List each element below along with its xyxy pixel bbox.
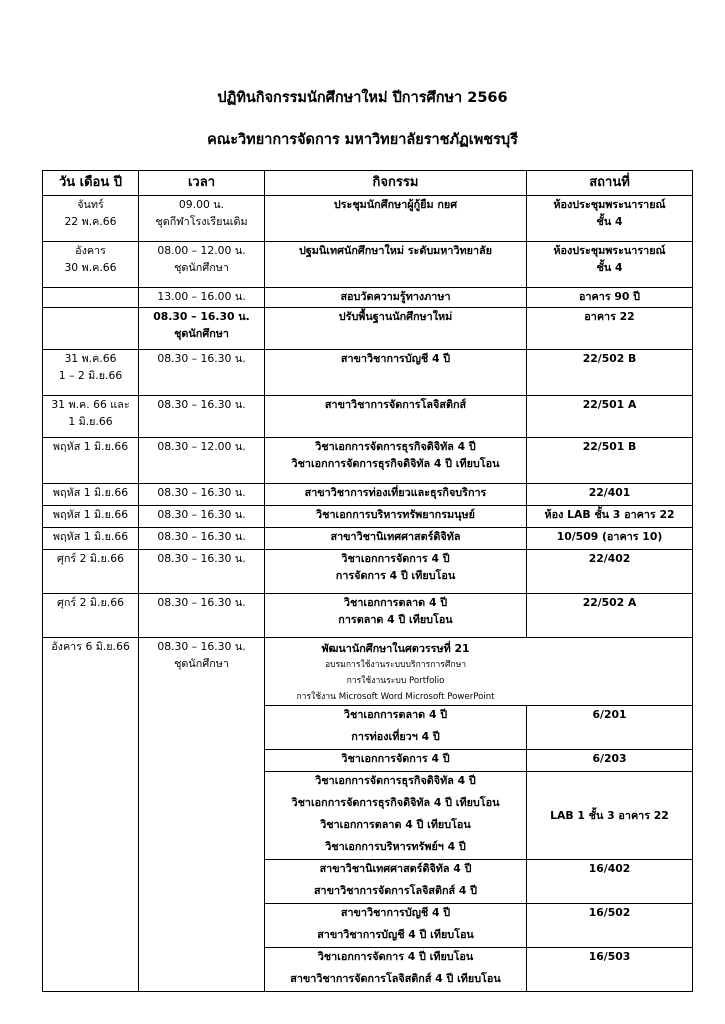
place-cell-line: ห้องประชุมพระนารายณ์ [553, 244, 666, 257]
place-cell [527, 288, 693, 308]
activity-cell-line: สาขาวิชาการบัญชี 4 ปี [340, 352, 451, 365]
place-cell [527, 396, 693, 438]
activity-cell-line: การท่องเที่ยวฯ 4 ปี [351, 729, 440, 743]
time-cell-line: 08.30 – 16.30 น. [157, 398, 246, 411]
table-row [43, 350, 693, 396]
place-cell [527, 750, 693, 772]
activity-cell [265, 288, 527, 308]
date-cell [43, 594, 139, 638]
activity-cell [265, 926, 527, 948]
activity-cell [265, 528, 527, 550]
activity-cell-line: วิชาเอกการจัดการ 4 ปี [341, 752, 450, 765]
activity-cell [265, 706, 527, 728]
date-cell-line: พฤหัส 1 มิ.ย.66 [52, 440, 129, 453]
table-row [43, 550, 693, 594]
date-cell-line: ศุกร์ 2 มิ.ย.66 [57, 552, 124, 565]
intro-line: การใช้งาน Microsoft Word Microsoft PowerPoint [296, 692, 495, 702]
activity-cell [265, 794, 527, 816]
place-cell [527, 196, 693, 242]
activity-cell [265, 860, 527, 882]
date-cell [43, 242, 139, 288]
activity-cell [265, 550, 527, 594]
date-cell-line: อังคาร [75, 244, 106, 257]
place-cell-line: 16/503 [588, 950, 631, 963]
place-cell-line: อาคาร 90 ปี [578, 290, 641, 303]
activity-cell-line: วิชาเอกการตลาด 4 ปี [343, 596, 448, 609]
time-cell-line: ชุดนักศึกษา [174, 327, 229, 340]
date-cell [43, 550, 139, 594]
table-row [43, 308, 693, 350]
table-row [43, 242, 693, 288]
place-cell [527, 550, 693, 594]
time-cell [139, 396, 265, 438]
place-cell-line: 22/402 [588, 552, 631, 565]
date-cell [43, 438, 139, 484]
activity-cell-line: วิชาเอกการจัดการธุรกิจดิจิทัล 4 ปี [315, 774, 476, 787]
time-cell-line: 08.30 – 16.30 น. [157, 552, 246, 565]
place-cell [527, 948, 693, 992]
activity-cell-line: สาขาวิชาการท่องเที่ยวและธุรกิจบริการ [304, 486, 487, 499]
date-cell [43, 396, 139, 438]
page-subtitle: คณะวิทยาการจัดการ มหาวิทยาลัยราชภัฏเพชรบุรี [207, 132, 518, 148]
date-cell [43, 506, 139, 528]
time-cell [139, 288, 265, 308]
activity-cell-line: สาขาวิชาการบัญชี 4 ปี เทียบโอน [317, 927, 474, 941]
time-cell-line: 08.30 – 16.30 น. [157, 352, 246, 365]
date-cell-line: 31 พ.ค.66 [64, 352, 117, 365]
date-cell [43, 196, 139, 242]
table-header-row [43, 171, 693, 196]
intro-line: การใช้งานระบบ Portfolio [346, 676, 445, 686]
activity-cell [265, 838, 527, 860]
activity-cell-line: ปฐมนิเทศนักศึกษาใหม่ ระดับมหาวิทยาลัย [299, 244, 492, 257]
time-cell [139, 528, 265, 550]
activity-cell-line: สาขาวิชาการบัญชี 4 ปี [340, 906, 451, 919]
place-cell [527, 484, 693, 506]
time-cell [139, 308, 265, 350]
activity-cell [265, 772, 527, 794]
header-activity: กิจกรรม [265, 171, 527, 196]
activity-cell-line: วิชาเอกการจัดการ 4 ปี [341, 552, 450, 565]
time-cell [139, 438, 265, 484]
place-cell [527, 528, 693, 550]
time-cell-line: 08.00 – 12.00 น. [157, 244, 246, 257]
activity-cell-line: ปรับพื้นฐานนักศึกษาใหม่ [338, 310, 453, 323]
table-row [43, 506, 693, 528]
date-cell [43, 350, 139, 396]
place-cell-line: 6/201 [592, 708, 627, 721]
activity-cell-line: วิชาเอกการบริหารทรัพยากรมนุษย์ [316, 508, 475, 521]
place-cell [527, 350, 693, 396]
place-cell [527, 438, 693, 484]
table-row [43, 528, 693, 550]
intro-heading: พัฒนานักศึกษาในศตวรรษที่ 21 [321, 642, 470, 655]
date-cell-line: 1 มิ.ย.66 [68, 415, 113, 428]
time-cell [139, 196, 265, 242]
table-row [43, 638, 693, 706]
activity-cell-line: วิชาเอกการจัดการ 4 ปี เทียบโอน [317, 950, 474, 963]
date-cell-line: 1 – 2 มิ.ย.66 [58, 369, 123, 382]
activity-cell [265, 506, 527, 528]
time-cell-line: ชุดนักศึกษา [174, 261, 229, 274]
activity-cell-line: สาขาวิชานิเทศศาสตร์ดิจิทัล 4 ปี [319, 862, 472, 875]
date-cell-line: อังคาร 6 มิ.ย.66 [51, 640, 130, 653]
place-cell [527, 242, 693, 288]
time-cell-line: 08.30 – 16.30 น. [157, 508, 246, 521]
activity-cell [265, 196, 527, 242]
time-cell [139, 350, 265, 396]
place-cell-line: ห้องประชุมพระนารายณ์ [553, 198, 666, 211]
time-cell [139, 550, 265, 594]
header-time: เวลา [139, 171, 265, 196]
activity-cell [265, 438, 527, 484]
time-cell-line: ชุดกีฬาโรงเรียนเดิม [155, 215, 248, 228]
place-cell-line: 6/203 [592, 752, 627, 765]
place-cell-line: ชั้น 4 [596, 261, 623, 274]
place-cell-line: 22/502 B [582, 352, 637, 365]
table-row [43, 396, 693, 438]
place-cell-line: 22/501 B [582, 440, 637, 453]
activity-cell [265, 638, 693, 706]
time-cell-line: 09.00 น. [178, 198, 225, 211]
activity-cell [265, 242, 527, 288]
date-cell-line: พฤหัส 1 มิ.ย.66 [52, 508, 129, 521]
time-cell-line: 08.30 – 16.30 น. [157, 486, 246, 499]
table-row [43, 438, 693, 484]
activity-cell [265, 750, 527, 772]
activity-cell-line: วิชาเอกการตลาด 4 ปี เทียบโอน [320, 817, 471, 831]
header-place: สถานที่ [527, 171, 693, 196]
table-row [43, 594, 693, 638]
table-row [43, 288, 693, 308]
table-row [43, 196, 693, 242]
activity-cell-line: วิชาเอกการตลาด 4 ปี [343, 708, 448, 721]
place-cell-line: LAB 1 ชั้น 3 อาคาร 22 [550, 809, 669, 822]
place-cell-line: อาคาร 22 [584, 310, 635, 323]
table-row [43, 484, 693, 506]
activity-cell [265, 904, 527, 926]
time-cell [139, 638, 265, 992]
place-cell [527, 506, 693, 528]
date-cell [43, 288, 139, 308]
date-cell [43, 308, 139, 350]
place-cell-line: 16/502 [588, 906, 631, 919]
date-cell-line: พฤหัส 1 มิ.ย.66 [52, 530, 129, 543]
date-cell-line: 30 พ.ค.66 [64, 261, 117, 274]
activity-cell-line: สาขาวิชาการจัดการโลจิสติกส์ [324, 398, 467, 411]
activity-cell-line: ประชุมนักศึกษาผู้กู้ยืม กยศ [333, 198, 458, 211]
place-cell [527, 594, 693, 638]
activity-cell [265, 308, 527, 350]
place-cell-line: 10/509 (อาคาร 10) [556, 530, 663, 543]
time-cell [139, 506, 265, 528]
intro-line: อบรมการใช้งานระบบบริการการศึกษา [324, 660, 467, 670]
date-cell [43, 528, 139, 550]
time-cell-line: 08.30 – 12.00 น. [157, 440, 246, 453]
time-cell-line: 08.30 – 16.30 น. [157, 530, 246, 543]
page-title: ปฏิทินกิจกรรมนักศึกษาใหม่ ปีการศึกษา 2566 [217, 90, 508, 106]
date-cell-line: 31 พ.ค. 66 และ [51, 398, 130, 411]
activity-cell [265, 350, 527, 396]
activity-cell-line: การจัดการ 4 ปี เทียบโอน [335, 569, 456, 582]
activity-cell-line: สาขาวิชาการจัดการโลจิสติกส์ 4 ปี [313, 883, 478, 897]
place-cell [527, 706, 693, 750]
date-cell-line: จันทร์ [77, 198, 104, 211]
place-cell-line: 22/502 A [582, 596, 637, 609]
date-cell-line: ศุกร์ 2 มิ.ย.66 [57, 596, 124, 609]
schedule-table [42, 170, 693, 992]
activity-cell [265, 594, 527, 638]
activity-cell-line: การตลาด 4 ปี เทียบโอน [338, 613, 453, 626]
place-cell [527, 308, 693, 350]
activity-cell [265, 816, 527, 838]
date-cell-line: พฤหัส 1 มิ.ย.66 [52, 486, 129, 499]
time-cell-line: 08.30 – 16.30 น. [153, 310, 250, 323]
place-cell-line: 22/401 [588, 486, 631, 499]
activity-cell [265, 728, 527, 750]
place-cell-line: ชั้น 4 [596, 215, 623, 228]
place-cell-line: 22/501 A [582, 398, 637, 411]
activity-cell [265, 970, 527, 992]
activity-cell-line: สอบวัดความรู้ทางภาษา [340, 290, 451, 303]
activity-cell-line: วิชาเอกการจัดการธุรกิจดิจิทัล 4 ปี เทียบโอน [291, 457, 500, 470]
activity-cell-line: วิชาเอกการบริหารทรัพย์ฯ 4 ปี [325, 839, 466, 853]
activity-cell-line: สาขาวิชาการจัดการโลจิสติกส์ 4 ปี เทียบโอน [290, 971, 501, 985]
place-cell-line: ห้อง LAB ชั้น 3 อาคาร 22 [544, 508, 675, 521]
time-cell-line: 08.30 – 16.30 น. [157, 640, 246, 653]
date-cell [43, 638, 139, 992]
activity-cell-line: สาขาวิชานิเทศศาสตร์ดิจิทัล [330, 530, 461, 543]
place-cell [527, 904, 693, 948]
activity-cell [265, 484, 527, 506]
date-cell-line: 22 พ.ค.66 [64, 215, 117, 228]
activity-cell [265, 882, 527, 904]
activity-cell [265, 396, 527, 438]
time-cell-line: ชุดนักศึกษา [174, 657, 229, 670]
place-cell [527, 772, 693, 860]
time-cell [139, 594, 265, 638]
place-cell [527, 860, 693, 904]
activity-cell [265, 948, 527, 970]
time-cell [139, 242, 265, 288]
time-cell-line: 08.30 – 16.30 น. [157, 596, 246, 609]
activity-cell-line: วิชาเอกการจัดการธุรกิจดิจิทัล 4 ปี เทียบโอน [291, 795, 500, 809]
time-cell [139, 484, 265, 506]
header-date: วัน เดือน ปี [43, 171, 139, 196]
schedule-body [43, 196, 693, 992]
place-cell-line: 16/402 [588, 862, 631, 875]
time-cell-line: 13.00 – 16.00 น. [157, 290, 246, 303]
date-cell [43, 484, 139, 506]
activity-cell-line: วิชาเอกการจัดการธุรกิจดิจิทัล 4 ปี [315, 440, 476, 453]
